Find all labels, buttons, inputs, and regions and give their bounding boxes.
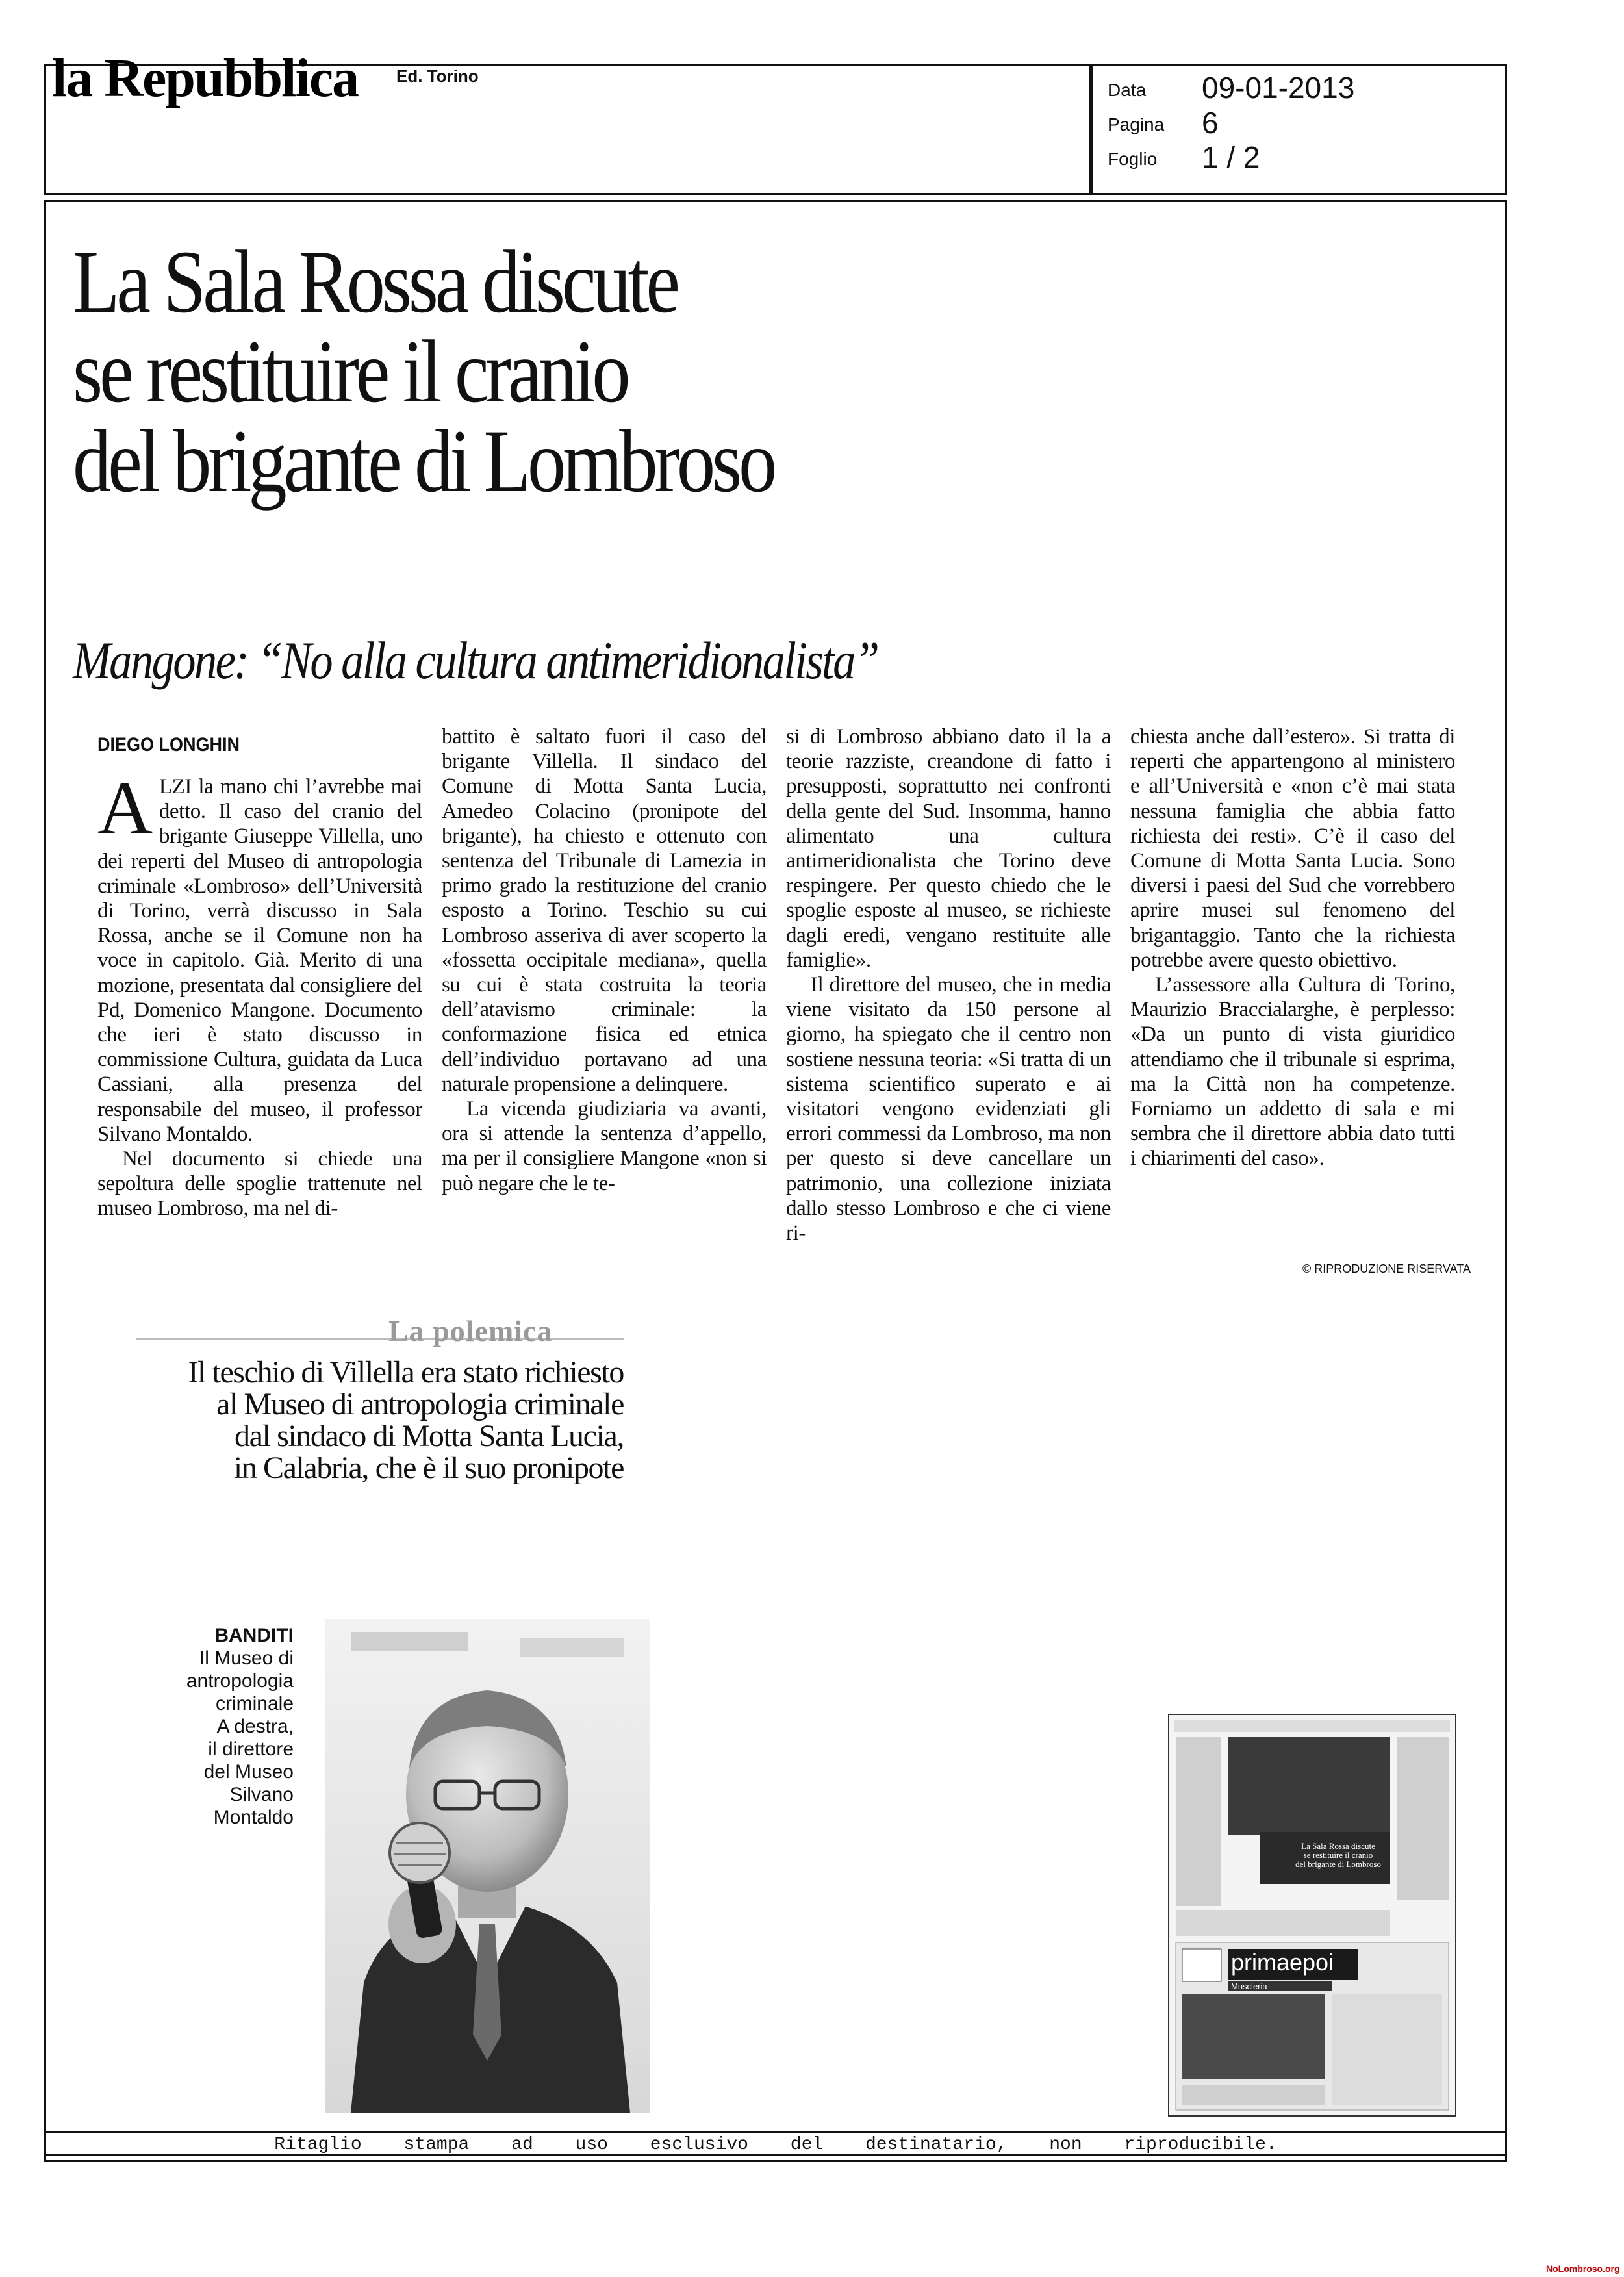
headline-line-2: se restituire il cranio bbox=[73, 322, 628, 421]
page-thumbnail bbox=[1168, 1714, 1456, 2117]
thumbnail-headline-line: se restituire il cranio bbox=[1303, 1850, 1373, 1860]
paragraph: chiesta anche dall’estero». Si tratta di reperti che appartengono al ministero e all’Università e «non c’è mai stata nessuna famiglia che abbia fatto richiesta dei resti». C’è il caso del Comune di Motta Santa Lucia. Sono diversi i paesi del Sud che vorrebbero aprire musei sul fenomeno del brigantaggio. Tanto che la richiesta potrebbe avere questo obiettivo. bbox=[1130, 725, 1455, 972]
thumbnail-brand: primaepoi bbox=[1231, 1949, 1334, 1976]
paragraph: L’assessore alla Cultura di Torino, Maurizio Braccialarghe, è perplesso: «Da un punto di vista giuridico attendiamo che il tribunale si esprima, ma la Città non ha competenze. Forniamo un addetto di sala e mi sembra che il direttore abbia dato tutti i chiarimenti del caso». bbox=[1130, 973, 1455, 1171]
caption-line: Montaldo bbox=[213, 1807, 294, 1828]
polemica-summary bbox=[117, 1356, 624, 1484]
thumbnail-headline-line: La Sala Rossa discute bbox=[1301, 1841, 1375, 1851]
director-photo bbox=[325, 1619, 650, 2113]
caption-line: Il Museo di bbox=[199, 1647, 294, 1669]
meta-value-sheet: 1 / 2 bbox=[1202, 140, 1260, 174]
copyright-notice: © RIPRODUZIONE RISERVATA bbox=[1302, 1262, 1471, 1275]
paragraph: La vicenda giudiziaria va avanti, ora si attende la sentenza d’appello, ma per il consigliere Mangone «non si può negare che le te- bbox=[442, 1097, 767, 1195]
caption-title: BANDITI bbox=[214, 1625, 294, 1646]
meta-label-date: Data bbox=[1108, 80, 1147, 100]
paragraph: Nel documento si chiede una sepoltura delle spoglie trattenute nel museo Lombroso, ma nel di- bbox=[97, 1147, 422, 1221]
watermark: NoLombroso.org bbox=[1546, 2263, 1620, 2274]
dropcap: A bbox=[97, 765, 153, 850]
polemica-line: Il teschio di Villella era stato richiesto bbox=[188, 1355, 624, 1390]
paragraph: Il direttore del museo, che in media viene visitato da 150 persone al giorno, ha spiegato che il centro non sostiene nessuna teoria: «Si tratta di un sistema scientifico superato e ai visitatori vengono evidenziati gli errori commessi da Lombroso, ma non per questo si deve cancellare un patrimonio, una collezione iniziata dallo stesso Lombroso e che ci viene ri- bbox=[786, 973, 1111, 1245]
byline: DIEGO LONGHIN bbox=[97, 734, 240, 756]
article-column-3 bbox=[786, 724, 1111, 1245]
polemica-line: al Museo di antropologia criminale bbox=[216, 1387, 624, 1421]
edition-label: Ed. Torino bbox=[396, 66, 479, 86]
caption-line: antropologia bbox=[186, 1670, 294, 1692]
footer-disclaimer: Ritaglio stampa ad uso esclusivo del destinatario, non riproducibile. bbox=[274, 2135, 1277, 2155]
headline bbox=[73, 232, 855, 511]
paragraph: si di Lombroso abbiano dato il la a teorie razziste, creandone di fatto i presupposti, soprattutto nei confronti della gente del Sud. Insomma, hanno alimentato una cultura antimeridionalista che Torino deve respingere. Per questo chiedo che le spoglie esposte al museo, se richieste dagli eredi, vengano restituite alle famiglie». bbox=[786, 725, 1111, 972]
polemica-line: in Calabria, che è il suo pronipote bbox=[233, 1451, 624, 1485]
masthead-logo: la Repubblica bbox=[52, 48, 359, 108]
caption-line: A destra, bbox=[216, 1716, 294, 1737]
photo-caption bbox=[143, 1624, 294, 1829]
subheadline: Mangone: “No alla cultura antimeridionalista” bbox=[73, 631, 878, 690]
thumbnail-headline-line: del brigante di Lombroso bbox=[1295, 1859, 1381, 1869]
thumbnail-headline bbox=[1286, 1842, 1390, 1869]
caption-line: criminale bbox=[215, 1693, 294, 1714]
headline-line-1: La Sala Rossa discute bbox=[73, 232, 677, 331]
meta-value-page: 6 bbox=[1202, 106, 1219, 140]
thumbnail-section: Muscleria bbox=[1231, 1981, 1267, 1991]
caption-line: il direttore bbox=[208, 1738, 294, 1760]
meta-label-sheet: Foglio bbox=[1108, 149, 1158, 169]
caption-line: Silvano bbox=[229, 1784, 294, 1805]
thumbnail-graphic bbox=[1169, 1715, 1455, 2115]
meta-value-date: 09-01-2013 bbox=[1202, 71, 1355, 105]
paragraph: LZI la mano chi l’avrebbe mai detto. Il caso del cranio del brigante Giuseppe Villella, uno dei reperti del Museo di antropologia criminale «Lombroso» dell’Università di Torino, verrà discusso in Sala Rossa, anche se il Comune non ha voce in capitolo. Già. Merito di una mozione, presentata dal consigliere del Pd, Domenico Mangone. Documento che ieri è stato discusso in commissione Cultura, guidata da Luca Cassiani, alla presenza del responsabile del museo, il professor Silvano Montaldo. bbox=[97, 775, 422, 1146]
paragraph: battito è saltato fuori il caso del brigante Villella. Il sindaco del Comune di Motta Santa Lucia, Amedeo Colacino (pronipote del brigante), ha chiesto e ottenuto con sentenza del Tribunale di Lamezia in primo grado la restituzione del cranio esposto a Torino. Teschio su cui Lombroso asseriva di aver scoperto la «fossetta occipitale mediana», quella su cui è stata costruita la teoria dell’atavismo criminale: la conformazione fisica ed etnica dell’individuo portavano ad una naturale propensione a delinquere. bbox=[442, 725, 767, 1096]
article-column-4 bbox=[1130, 724, 1455, 1171]
headline-line-3: del brigante di Lombroso bbox=[73, 411, 774, 511]
article-column-2 bbox=[442, 724, 767, 1196]
polemica-kicker: La polemica bbox=[388, 1314, 553, 1347]
caption-line: del Museo bbox=[203, 1761, 294, 1783]
meta-label-page: Pagina bbox=[1108, 114, 1165, 134]
polemica-line: dal sindaco di Motta Santa Lucia, bbox=[235, 1419, 624, 1453]
article-column-1 bbox=[97, 765, 422, 1221]
